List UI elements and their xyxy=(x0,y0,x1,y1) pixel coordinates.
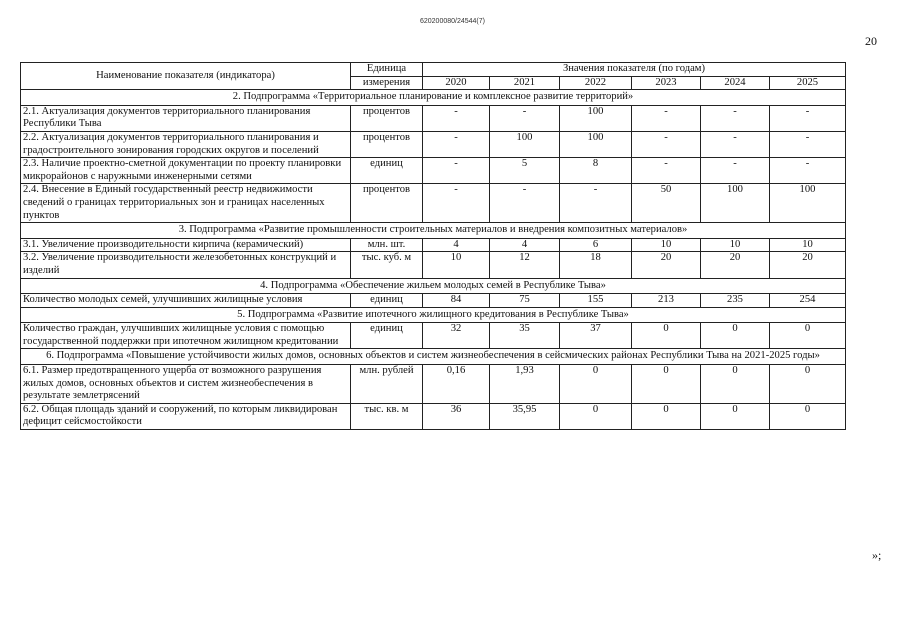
header-year: 2020 xyxy=(423,76,490,90)
indicator-value: 10 xyxy=(423,252,490,278)
indicator-value: 0 xyxy=(770,323,846,349)
indicator-value: 0 xyxy=(632,365,701,404)
indicator-value: 37 xyxy=(560,323,632,349)
header-values: Значения показателя (по годам) xyxy=(423,63,846,77)
indicator-value: - xyxy=(770,131,846,157)
indicator-name: 2.1. Актуализация документов территориального планирования Республики Тыва xyxy=(21,105,351,131)
indicator-value: 35 xyxy=(490,323,560,349)
indicator-value: 50 xyxy=(632,184,701,223)
section-title: 2. Подпрограмма «Территориальное планирование и комплексное развитие территорий» xyxy=(21,90,846,106)
indicator-value: 0 xyxy=(560,365,632,404)
indicator-unit: млн. рублей xyxy=(351,365,423,404)
indicator-unit: тыс. кв. м xyxy=(351,403,423,429)
indicator-unit: процентов xyxy=(351,131,423,157)
indicator-value: 0 xyxy=(632,403,701,429)
header-unit-2: измерения xyxy=(351,76,423,90)
indicator-name: 3.1. Увеличение производительности кирпича (керамический) xyxy=(21,238,351,252)
indicator-value: 0,16 xyxy=(423,365,490,404)
indicator-value: 20 xyxy=(632,252,701,278)
indicator-value: 12 xyxy=(490,252,560,278)
indicator-value: - xyxy=(701,131,770,157)
indicator-value: 4 xyxy=(490,238,560,252)
section-row xyxy=(21,90,846,106)
header-year: 2025 xyxy=(770,76,846,90)
indicator-name: 2.3. Наличие проектно-сметной документации по проекту планировки микрорайонов с наружными инженерными сетями xyxy=(21,158,351,184)
section-row xyxy=(21,349,846,365)
indicator-value: 84 xyxy=(423,294,490,308)
indicator-unit: процентов xyxy=(351,105,423,131)
indicator-value: 0 xyxy=(701,323,770,349)
section-row xyxy=(21,307,846,323)
table-row xyxy=(21,238,846,252)
indicator-value: 10 xyxy=(701,238,770,252)
indicator-value: - xyxy=(490,105,560,131)
indicator-value: 100 xyxy=(560,131,632,157)
indicator-value: 8 xyxy=(560,158,632,184)
document-id: 620200080/24544(7) xyxy=(419,18,485,25)
section-row xyxy=(21,223,846,239)
indicator-unit: единиц xyxy=(351,323,423,349)
table-row xyxy=(21,403,846,429)
indicator-value: 36 xyxy=(423,403,490,429)
indicator-value: 0 xyxy=(770,403,846,429)
indicator-name: 2.2. Актуализация документов территориального планирования и градостроительного зонирования городских округов и поселений xyxy=(21,131,351,157)
indicator-value: - xyxy=(632,105,701,131)
header-name: Наименование показателя (индикатора) xyxy=(21,63,351,90)
indicator-value: 20 xyxy=(770,252,846,278)
indicator-value: 0 xyxy=(770,365,846,404)
indicator-value: 100 xyxy=(490,131,560,157)
indicator-unit: млн. шт. xyxy=(351,238,423,252)
indicator-value: 20 xyxy=(701,252,770,278)
indicator-value: - xyxy=(701,158,770,184)
table-row xyxy=(21,158,846,184)
indicator-value: - xyxy=(560,184,632,223)
indicator-value: 35,95 xyxy=(490,403,560,429)
indicator-value: 32 xyxy=(423,323,490,349)
header-year: 2023 xyxy=(632,76,701,90)
section-title: 5. Подпрограмма «Развитие ипотечного жилищного кредитования в Республике Тыва» xyxy=(21,307,846,323)
indicator-value: 10 xyxy=(770,238,846,252)
indicator-value: 100 xyxy=(560,105,632,131)
indicator-table xyxy=(20,62,846,430)
indicator-value: 5 xyxy=(490,158,560,184)
table-row xyxy=(21,365,846,404)
indicator-value: 0 xyxy=(632,323,701,349)
indicator-value: 75 xyxy=(490,294,560,308)
indicator-value: 0 xyxy=(560,403,632,429)
indicator-value: 213 xyxy=(632,294,701,308)
table-row xyxy=(21,252,846,278)
indicator-value: - xyxy=(423,184,490,223)
indicator-value: 10 xyxy=(632,238,701,252)
indicator-value: 100 xyxy=(701,184,770,223)
indicator-value: - xyxy=(423,105,490,131)
header-year: 2021 xyxy=(490,76,560,90)
header-year: 2024 xyxy=(701,76,770,90)
page-number: 20 xyxy=(865,34,877,48)
table-body xyxy=(21,63,846,430)
indicator-unit: единиц xyxy=(351,158,423,184)
indicator-unit: тыс. куб. м xyxy=(351,252,423,278)
indicator-name: 6.2. Общая площадь зданий и сооружений, по которым ликвидирован дефицит сейсмостойкости xyxy=(21,403,351,429)
indicator-value: 6 xyxy=(560,238,632,252)
indicator-unit: единиц xyxy=(351,294,423,308)
indicator-value: 100 xyxy=(770,184,846,223)
section-title: 6. Подпрограмма «Повышение устойчивости жилых домов, основных объектов и систем жизнеобеспечения в сейсмических районах Республики Тыва на 2021-2025 годы» xyxy=(21,349,846,365)
indicator-value: - xyxy=(770,105,846,131)
table-row xyxy=(21,131,846,157)
indicator-value: 4 xyxy=(423,238,490,252)
indicator-value: - xyxy=(632,158,701,184)
indicator-value: - xyxy=(423,158,490,184)
indicator-value: 0 xyxy=(701,403,770,429)
indicator-value: 155 xyxy=(560,294,632,308)
indicator-value: 235 xyxy=(701,294,770,308)
header-unit-1: Единица xyxy=(351,63,423,77)
indicator-value: 254 xyxy=(770,294,846,308)
indicator-value: - xyxy=(423,131,490,157)
section-row xyxy=(21,278,846,294)
indicator-value: - xyxy=(490,184,560,223)
indicator-value: - xyxy=(632,131,701,157)
section-title: 3. Подпрограмма «Развитие промышленности строительных материалов и внедрения композитных материалов» xyxy=(21,223,846,239)
indicator-value: 18 xyxy=(560,252,632,278)
header-year: 2022 xyxy=(560,76,632,90)
indicator-unit: процентов xyxy=(351,184,423,223)
indicator-name: 3.2. Увеличение производительности железобетонных конструкций и изделий xyxy=(21,252,351,278)
closing-mark: »; xyxy=(872,548,882,562)
section-title: 4. Подпрограмма «Обеспечение жильем молодых семей в Республике Тыва» xyxy=(21,278,846,294)
table-row xyxy=(21,105,846,131)
table-row xyxy=(21,294,846,308)
indicator-value: - xyxy=(701,105,770,131)
indicator-value: 0 xyxy=(701,365,770,404)
indicator-value: 1,93 xyxy=(490,365,560,404)
indicator-value: - xyxy=(770,158,846,184)
indicator-name: 2.4. Внесение в Единый государственный реестр недвижимости сведений о границах территориальных зон и границах населенных пунктов xyxy=(21,184,351,223)
header-row-1 xyxy=(21,63,846,77)
indicator-name: Количество молодых семей, улучшивших жилищные условия xyxy=(21,294,351,308)
table-row xyxy=(21,323,846,349)
table-row xyxy=(21,184,846,223)
indicator-name: Количество граждан, улучшивших жилищные условия с помощью государственной поддержки при ипотечном жилищном кредитовании xyxy=(21,323,351,349)
indicator-name: 6.1. Размер предотвращенного ущерба от возможного разрушения жилых домов, основных объектов и систем жизнеобеспечения в результате землетрясений xyxy=(21,365,351,404)
